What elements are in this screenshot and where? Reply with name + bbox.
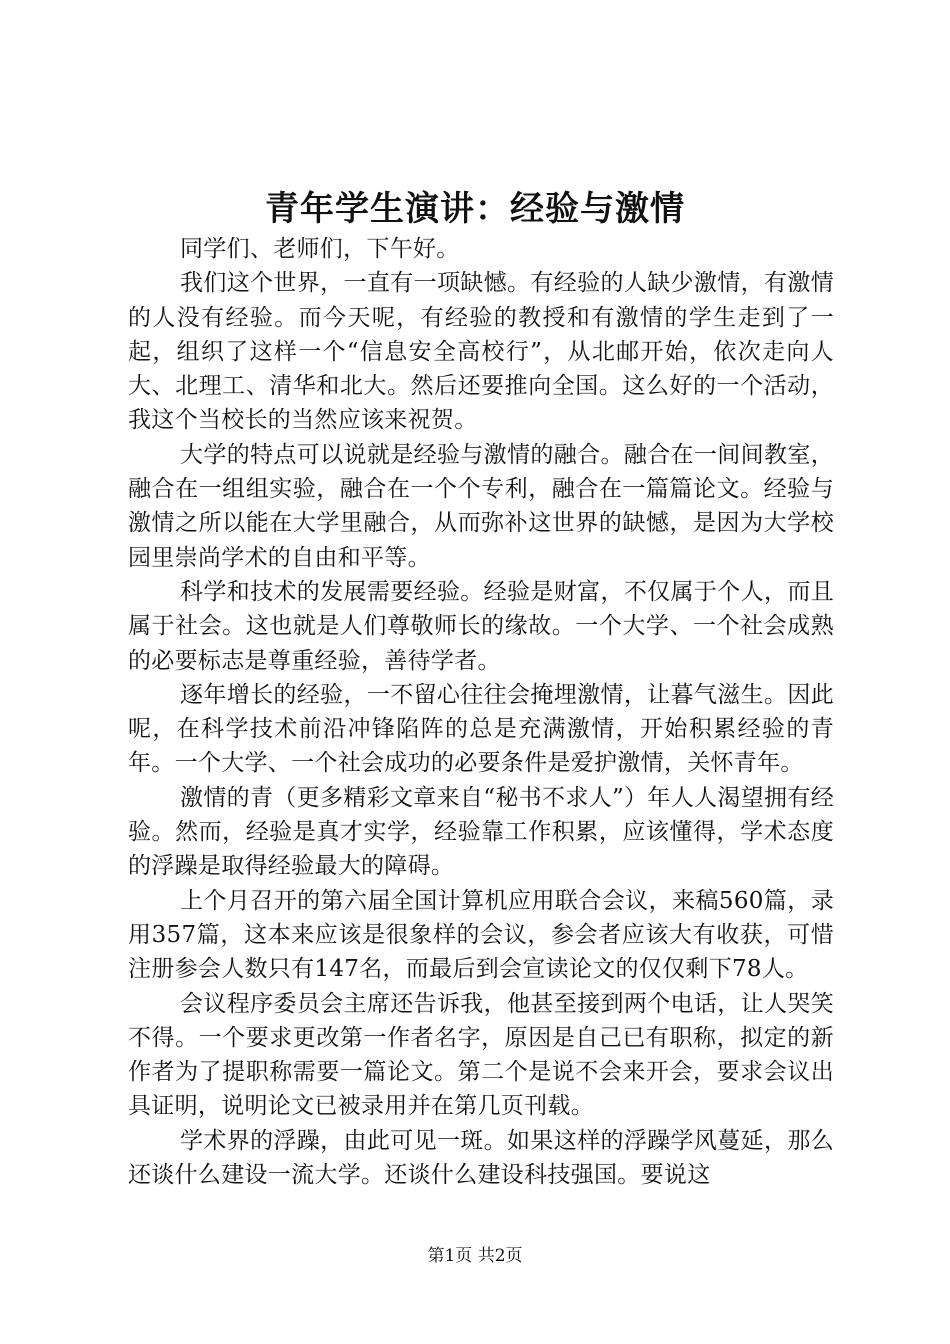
paragraph: 科学和技术的发展需要经验。经验是财富，不仅属于个人，而且属于社会。这也就是人们尊敬师长的缘故。一个大学、一个社会成熟的必要标志是尊重经验，善待学者。 (128, 578, 834, 674)
paragraph: 上个月召开的第六届全国计算机应用联合会议，来稿560篇，录用357篇，这本来应该是很象样的会议，参会者应该大有收获，可惜注册参会人数只有147名，而最后到会宣读论文的仅仅剩下78人。 (128, 887, 834, 983)
paragraph: 逐年增长的经验，一不留心往往会掩埋激情，让暮气滋生。因此呢，在科学技术前沿冲锋陷阵的总是充满激情，开始积累经验的青年。一个大学、一个社会成功的必要条件是爱护激情，关怀青年。 (128, 681, 834, 777)
paragraph: 大学的特点可以说就是经验与激情的融合。融合在一间间教室，融合在一组组实验，融合在一个个专利，融合在一篇篇论文。经验与激情之所以能在大学里融合，从而弥补这世界的缺憾，是因为大学校园里崇尚学术的自由和平等。 (128, 441, 834, 571)
paragraph: 我们这个世界，一直有一项缺憾。有经验的人缺少激情，有激情的人没有经验。而今天呢，有经验的教授和有激情的学生走到了一起，组织了这样一个“信息安全高校行”，从北邮开始，依次走向人大、北理工、清华和北大。然后还要推向全国。这么好的一个活动，我这个当校长的当然应该来祝贺。 (128, 270, 834, 434)
document-body (128, 232, 834, 1192)
paragraph: 激情的青（更多精彩文章来自“秘书不求人”）年人人渴望拥有经验。然而，经验是真才实学，经验靠工作积累，应该懂得，学术态度的浮躁是取得经验最大的障碍。 (128, 784, 834, 880)
paragraph: 学术界的浮躁，由此可见一斑。如果这样的浮躁学风蔓延，那么还谈什么建设一流大学。还谈什么建设科技强国。要说这 (128, 1127, 834, 1189)
paragraph: 会议程序委员会主席还告诉我，他甚至接到两个电话，让人哭笑不得。一个要求更改第一作者名字，原因是自己已有职称，拟定的新作者为了提职称需要一篇论文。第二个是说不会来开会，要求会议出具证明，说明论文已被录用并在第几页刊载。 (128, 990, 834, 1120)
paragraph-greeting: 同学们、老师们，下午好。 (180, 236, 460, 262)
document-title: 青年学生演讲：经验与激情 (265, 189, 685, 229)
page-footer: 第1页 共2页 (427, 1246, 523, 1266)
